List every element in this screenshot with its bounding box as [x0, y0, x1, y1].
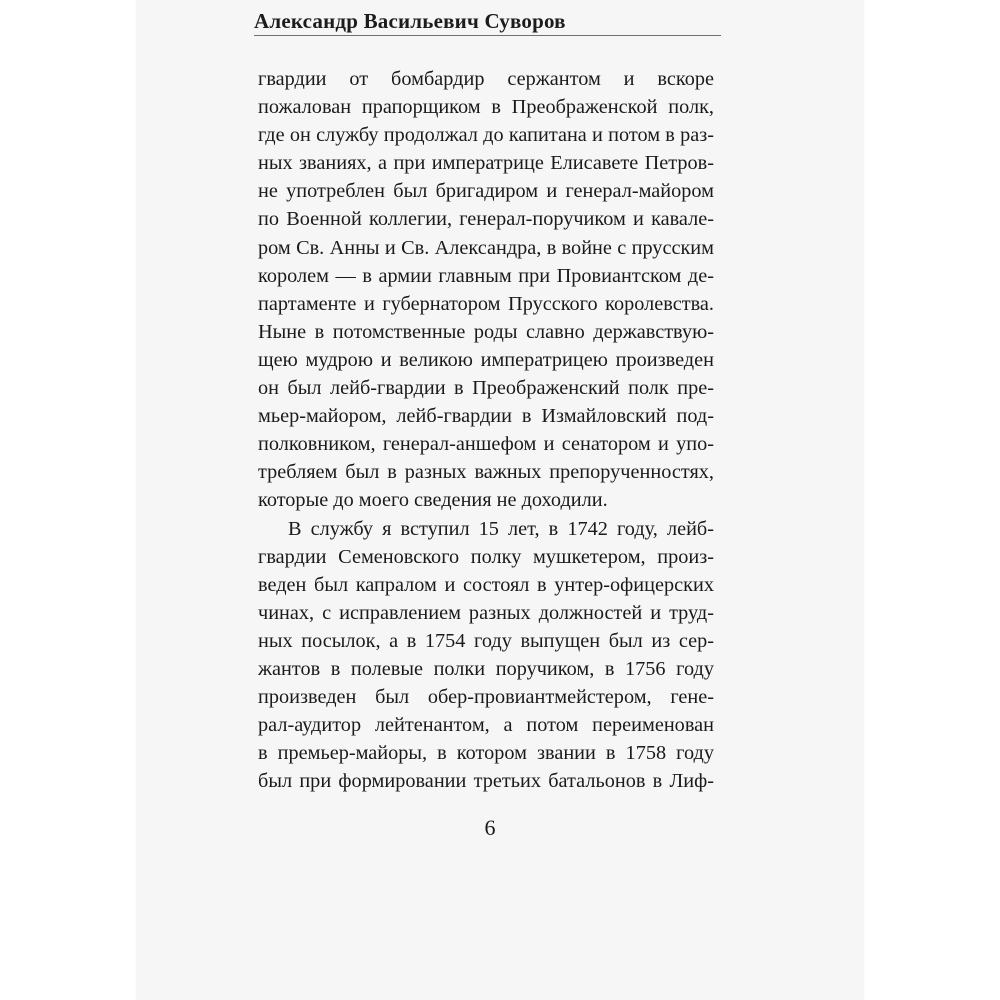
text-line: чинах, с исправлением разных должностей и труд-	[258, 601, 714, 624]
text-line: ром Св. Анны и Св. Александра, в войне с прусским	[258, 236, 714, 259]
text-line: партаменте и губернатором Прусского королевства.	[258, 292, 714, 315]
text-line: веден был капралом и состоял в унтер-офицерских	[258, 573, 714, 596]
text-line: в премьер-майоры, в котором звании в 1758 году	[258, 742, 714, 765]
text-line: произведен был обер-провиантмейстером, гене-	[258, 686, 714, 709]
text-line: Ныне в потомственные роды славно державствую-	[258, 320, 714, 343]
text-line: щею мудрою и великою императрицею произведен	[258, 348, 714, 371]
text-line: которые до моего сведения не доходили.	[258, 489, 608, 512]
text-line: не употреблен был бригадиром и генерал-майором	[258, 180, 714, 203]
text-line: гвардии Семеновского полку мушкетером, произ-	[258, 545, 714, 568]
text-line: был при формировании третьих батальонов в Лиф-	[258, 770, 714, 793]
page-number: 6	[484, 815, 496, 840]
paragraph	[258, 515, 714, 796]
text-line: он был лейб-гвардии в Преображенский полк пре-	[258, 377, 714, 400]
header-rule	[254, 35, 721, 36]
text-line: где он службу продолжал до капитана и потом в раз-	[258, 124, 714, 147]
text-line: гвардии от бомбардир сержантом и вскоре	[258, 68, 714, 90]
text-line: королем — в армии главным при Провиантском де-	[258, 264, 714, 287]
text-line: полковником, генерал-аншефом и сенатором и упо-	[258, 433, 714, 456]
text-line: по Военной коллегии, генерал-поручиком и кавале-	[258, 208, 714, 231]
text-line: В службу я вступил 15 лет, в 1742 году, лейб-	[288, 517, 714, 540]
text-line: мьер-майором, лейб-гвардии в Измайловский под-	[258, 405, 714, 428]
text-line: требляем был в разных важных препорученностях,	[258, 461, 714, 484]
text-line: ных званиях, а при императрице Елисавете Петров-	[258, 152, 714, 175]
body-text	[258, 65, 714, 795]
text-line: ных посылок, а в 1754 году выпущен был из сер-	[258, 629, 714, 652]
text-line: пожалован прапорщиком в Преображенской полк,	[258, 96, 714, 119]
running-head: Александр Васильевич Суворов	[254, 9, 566, 33]
paragraph	[258, 65, 714, 515]
text-line: жантов в полевые полки поручиком, в 1756 году	[258, 657, 714, 680]
text-line: рал-аудитор лейтенантом, а потом переименован	[258, 714, 714, 737]
